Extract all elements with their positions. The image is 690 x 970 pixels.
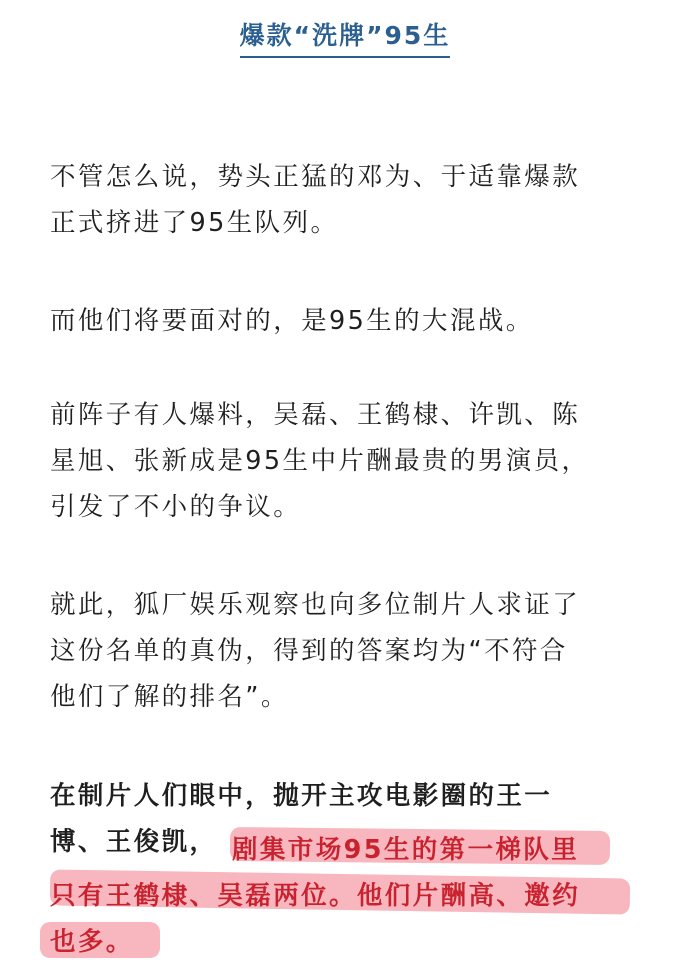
paragraph-2: 而他们将要面对的，是95生的大混战。 [50, 306, 534, 336]
paragraph-1: 不管怎么说，势头正猛的邓为、于适靠爆款 正式挤进了95生队列。 [50, 162, 581, 238]
highlighted-text-line-3: 也多。 [50, 927, 134, 957]
paragraph-5-intro: 在制片人们眼中，抛开主攻电影圈的王一 博、王俊凯， [50, 781, 553, 857]
highlighted-text-line-1: 剧集市场95生的第一梯队里 [232, 835, 580, 865]
paragraph-4: 就此，狐厂娱乐观察也向多位制片人求证了 这份名单的真伪，得到的答案均为“不符合 他们了解的排名”。 [50, 590, 581, 712]
heading-text: 爆款“洗牌”95生 [240, 16, 451, 58]
highlighted-text-line-2: 只有王鹤棣、吴磊两位。他们片酬高、邀约 [50, 881, 581, 911]
article-section-heading [0, 16, 690, 58]
paragraph-3: 前阵子有人爆料，吴磊、王鹤棣、许凯、陈 星旭、张新成是95生中片酬最贵的男演员， 引发了不小的争议。 [50, 400, 590, 522]
